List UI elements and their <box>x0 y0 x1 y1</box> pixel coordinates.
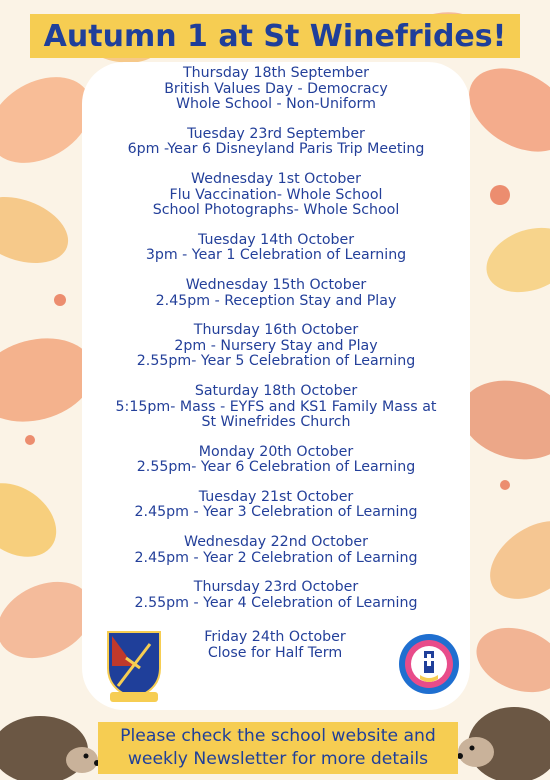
page-title: Autumn 1 at St Winefrides! <box>43 18 507 54</box>
hedgehog-right-icon <box>456 690 550 780</box>
event-line: 3pm - Year 1 Celebration of Learning <box>145 247 407 264</box>
events-list <box>82 66 470 625</box>
footer-line: Please check the school website and <box>120 726 436 746</box>
event-line: Saturday 18th October <box>194 382 358 399</box>
event-line: Close for Half Term <box>207 644 343 661</box>
event-item <box>82 278 470 309</box>
school-badge-icon <box>398 633 460 695</box>
event-line: 2.55pm- Year 6 Celebration of Learning <box>136 459 416 476</box>
event-line: Thursday 23rd October <box>193 579 359 596</box>
event-line: 2.45pm - Reception Stay and Play <box>155 292 397 309</box>
event-line: Whole School - Non-Uniform <box>176 96 376 113</box>
event-line: 2.55pm- Year 5 Celebration of Learning <box>136 353 416 370</box>
event-line: Wednesday 1st October <box>191 170 361 187</box>
hedgehog-left-icon <box>0 700 100 780</box>
event-item <box>82 323 470 370</box>
event-line: Thursday 18th September <box>182 65 370 81</box>
event-line: St Winefrides Church <box>201 414 351 431</box>
event-line: Tuesday 14th October <box>197 231 355 248</box>
event-item <box>82 127 470 158</box>
event-item-half-term <box>150 630 400 661</box>
event-line: 2.55pm - Year 4 Celebration of Learning <box>134 594 418 611</box>
event-line: 2pm - Nursery Stay and Play <box>174 337 378 354</box>
event-line: Thursday 16th October <box>193 322 359 339</box>
event-line: Tuesday 21st October <box>198 488 354 505</box>
event-item <box>82 233 470 264</box>
footer-banner <box>98 722 458 774</box>
event-item <box>82 535 470 566</box>
event-line: 2.45pm - Year 2 Celebration of Learning <box>134 549 418 566</box>
event-line: Monday 20th October <box>198 443 354 460</box>
event-line: School Photographs- Whole School <box>152 202 400 219</box>
event-item <box>82 580 470 611</box>
event-item <box>82 172 470 219</box>
event-item <box>82 445 470 476</box>
school-crest-icon <box>104 628 164 704</box>
event-line: Flu Vaccination- Whole School <box>169 186 383 203</box>
event-item <box>82 384 470 431</box>
event-item <box>82 66 470 113</box>
event-line: 6pm -Year 6 Disneyland Paris Trip Meeting <box>127 141 425 158</box>
footer-line: weekly Newsletter for more details <box>127 749 429 769</box>
event-line: Tuesday 23rd September <box>187 125 365 142</box>
event-line: British Values Day - Democracy <box>164 80 388 97</box>
event-line: Wednesday 15th October <box>185 276 367 293</box>
event-line: Wednesday 22nd October <box>184 534 368 551</box>
event-line: 2.45pm - Year 3 Celebration of Learning <box>134 504 418 521</box>
title-banner <box>30 14 520 58</box>
event-item <box>82 490 470 521</box>
event-line: 5:15pm- Mass - EYFS and KS1 Family Mass at <box>115 398 437 415</box>
event-line: Friday 24th October <box>204 629 346 645</box>
